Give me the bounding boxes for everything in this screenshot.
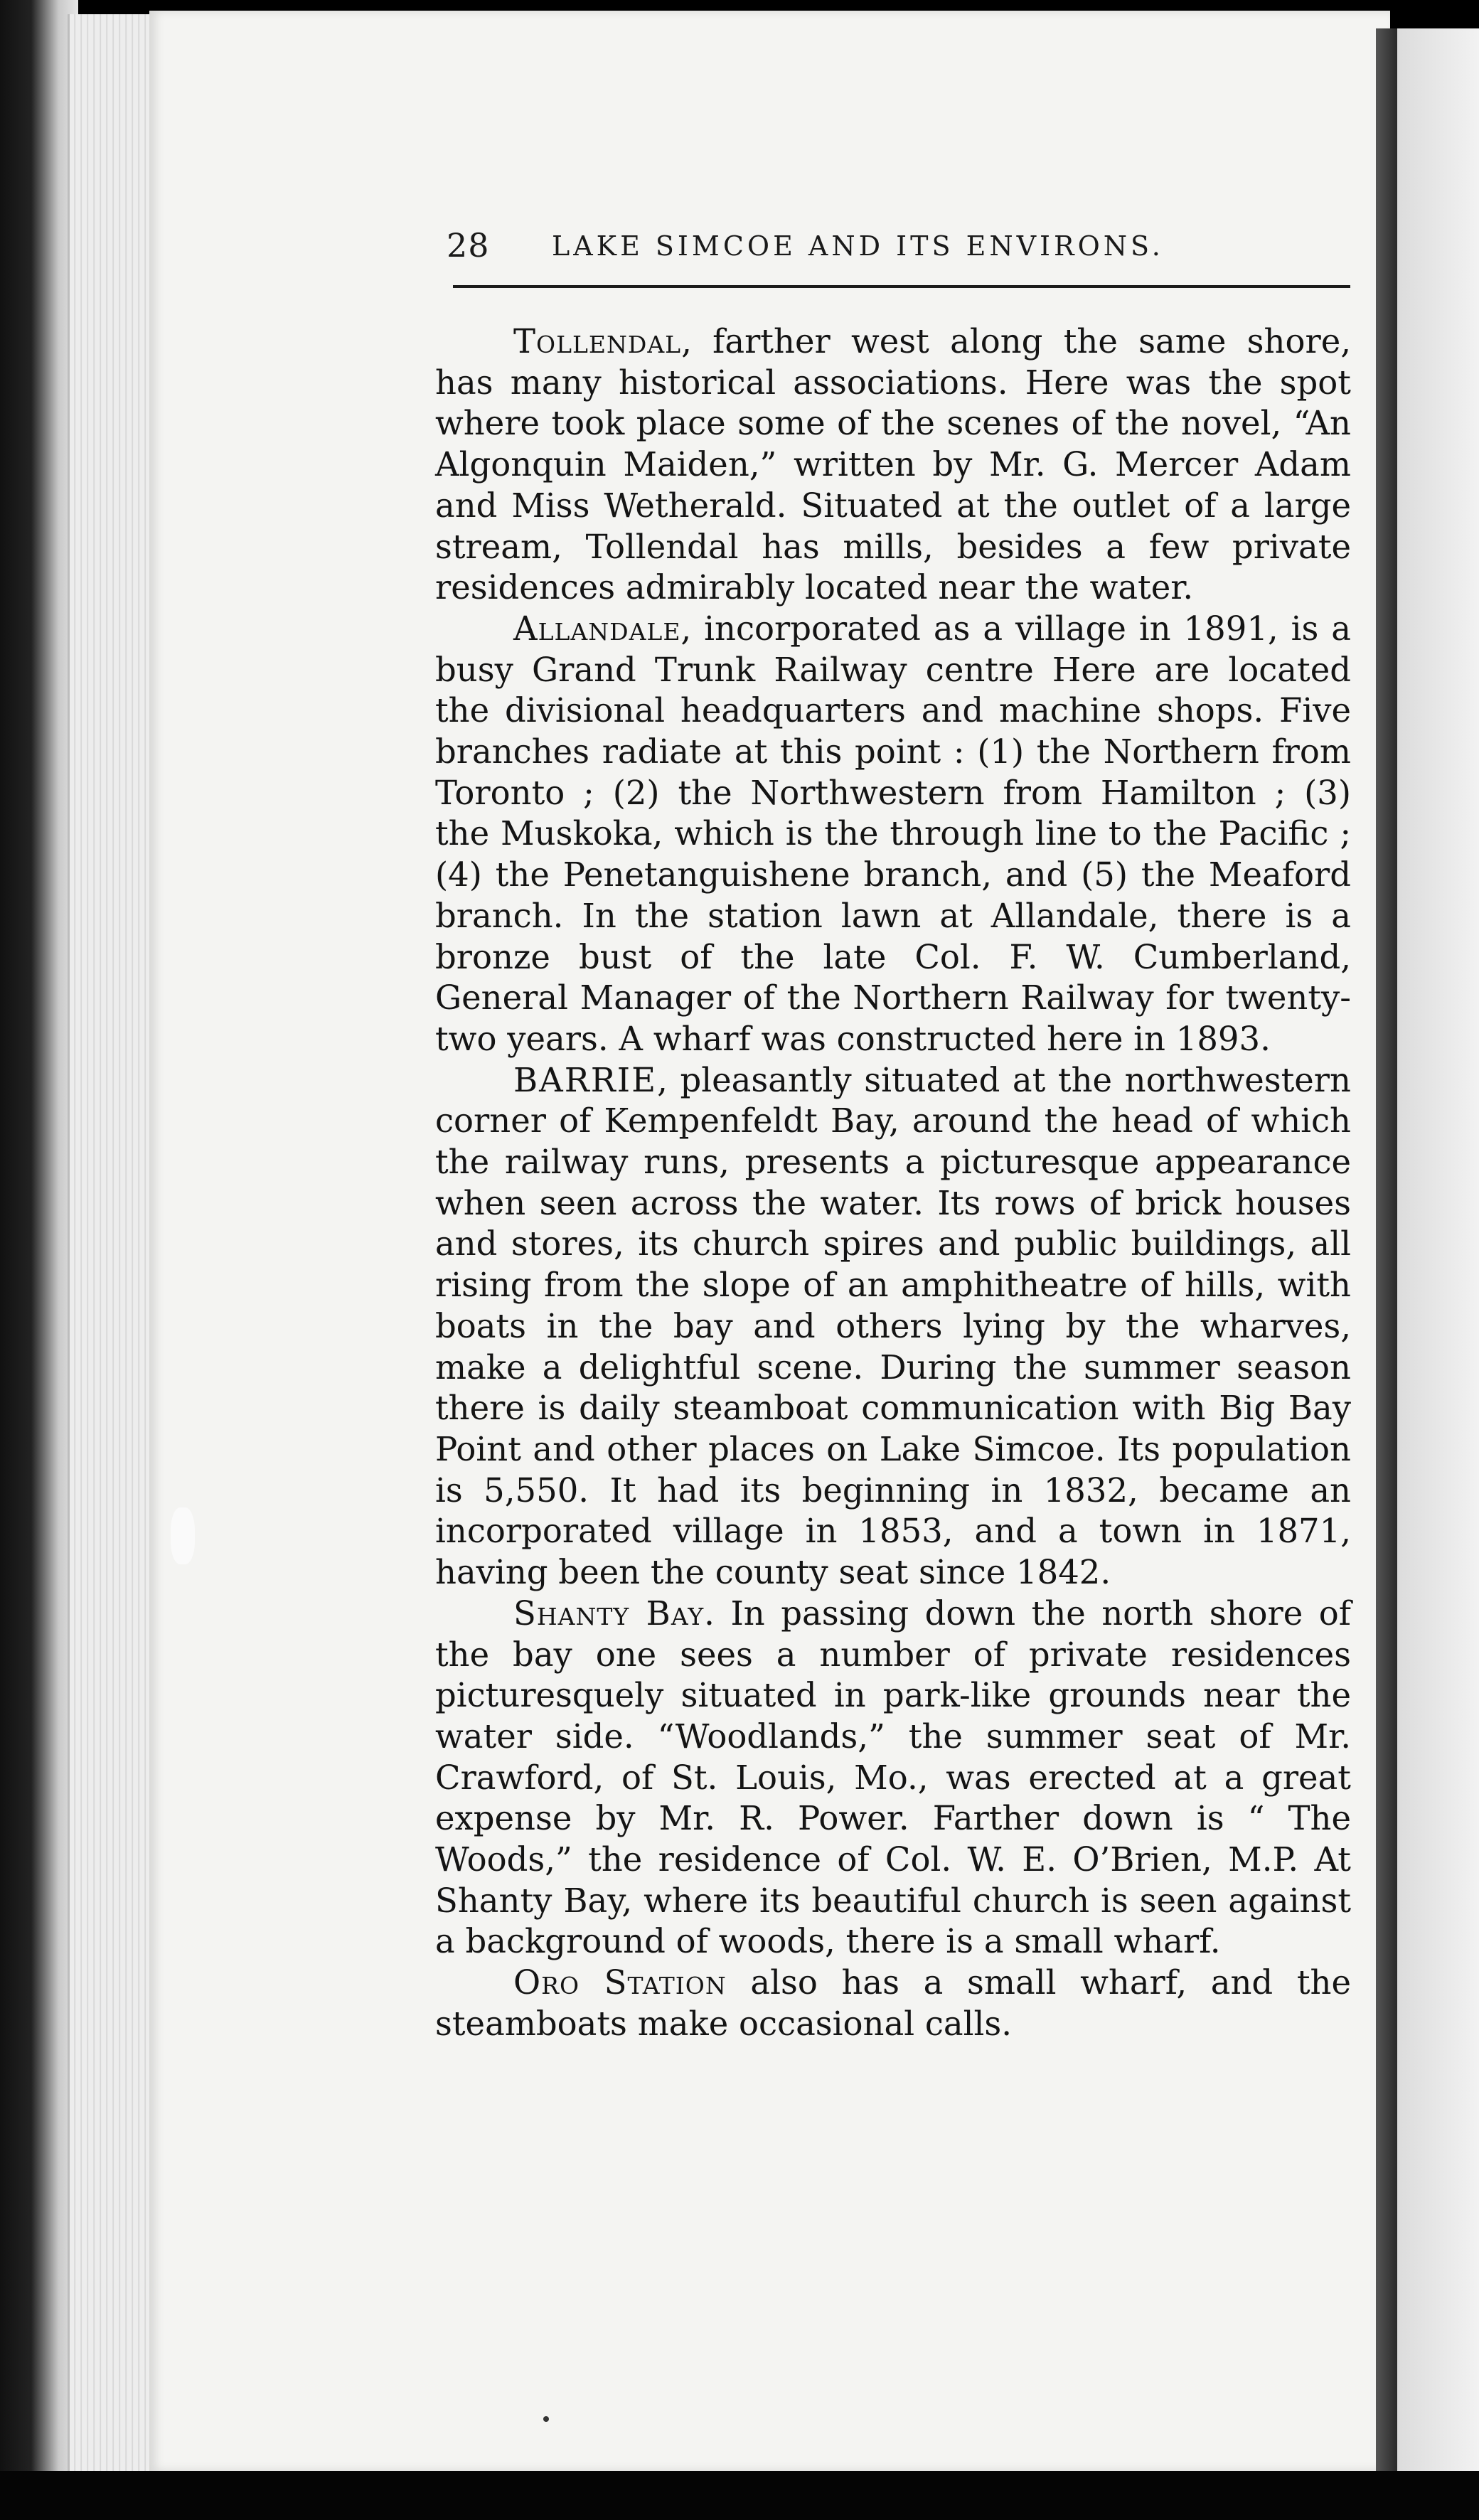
paragraph-barrie	[435, 1060, 1351, 1593]
body-text	[435, 321, 1351, 2045]
paragraph-body: . In passing down the north shore of the bay one sees a number of private residences picturesquely situated in park-like grounds near the water side. “Woodlands,” the summer seat of Mr. Crawford, of St. Louis, Mo., was erected at a great expense by Mr. R. Power. Farther down is “ The Woods,” the residence of Col. W. E. O’Brien, M.P. At Shanty Bay, where its beautiful church is seen against a background of woods, there is a small wharf.	[435, 1593, 1351, 1961]
page-gutter-shadow	[1376, 28, 1397, 2474]
paragraph-body: , incorporated as a village in 1891, is a busy Grand Trunk Railway centre Here are located the divisional headquarters and machine shops. Five branches radiate at this point : (1) the Northern from Toronto ; (2) the Northwestern from Hamilton ; (3) the Muskoka, which is the through line to the Pacific ; (4) the Penetanguishene branch, and (5) the Meaford branch. In the station lawn at Allandale, there is a bronze bust of the late Col. F. W. Cumberland, General Manager of the Northern Railway for twenty-two years. A wharf was constructed here in 1893.	[435, 609, 1351, 1058]
entry-heading: Shanty Bay	[513, 1593, 705, 1633]
entry-heading: BARRIE	[513, 1060, 658, 1099]
entry-heading: Allandale	[513, 609, 681, 648]
entry-heading: Tollendal	[513, 322, 682, 361]
paper-blemish	[171, 1507, 195, 1564]
paragraph-body: also has a small wharf, and the steamboats make occasional calls.	[435, 1963, 1351, 2043]
scan-bottom-border	[0, 2471, 1479, 2520]
ink-speck	[543, 2416, 549, 2422]
running-header	[447, 226, 1351, 283]
header-rule	[453, 285, 1350, 288]
paragraph-shanty-bay	[435, 1593, 1351, 1963]
running-title: LAKE SIMCOE AND ITS ENVIRONS.	[552, 230, 1164, 262]
scan-left-edge	[0, 0, 78, 2520]
paragraph-tollendal	[435, 321, 1351, 609]
entry-heading: Oro Station	[513, 1963, 727, 2002]
paragraph-oro-station	[435, 1963, 1351, 2044]
facing-page-edge	[1397, 28, 1479, 2474]
paragraph-body: , pleasantly situated at the northwestern corner of Kempenfeldt Bay, around the head of which the railway runs, presents a picturesque appearance when seen across the water. Its rows of brick houses and stores, its church spires and public buildings, all rising from the slope of an amphitheatre of hills, with boats in the bay and others lying by the wharves, make a delightful scene. During the summer season there is daily steamboat communication with Big Bay Point and other places on Lake Simcoe. Its population is 5,550. It had its beginning in 1832, became an incorporated village in 1853, and a town in 1871, having been the county seat since 1842.	[435, 1060, 1351, 1592]
paragraph-allandale	[435, 609, 1351, 1060]
page-number: 28	[447, 226, 490, 265]
paragraph-body: , farther west along the same shore, has many historical associations. Here was the spot where took place some of the scenes of the novel, “An Algonquin Maiden,” written by Mr. G. Mercer Adam and Miss Wetherald. Situated at the outlet of a large stream, Tollendal has mills, besides a few private residences admirably located near the water.	[435, 322, 1351, 607]
page-stack-edges	[68, 14, 162, 2474]
